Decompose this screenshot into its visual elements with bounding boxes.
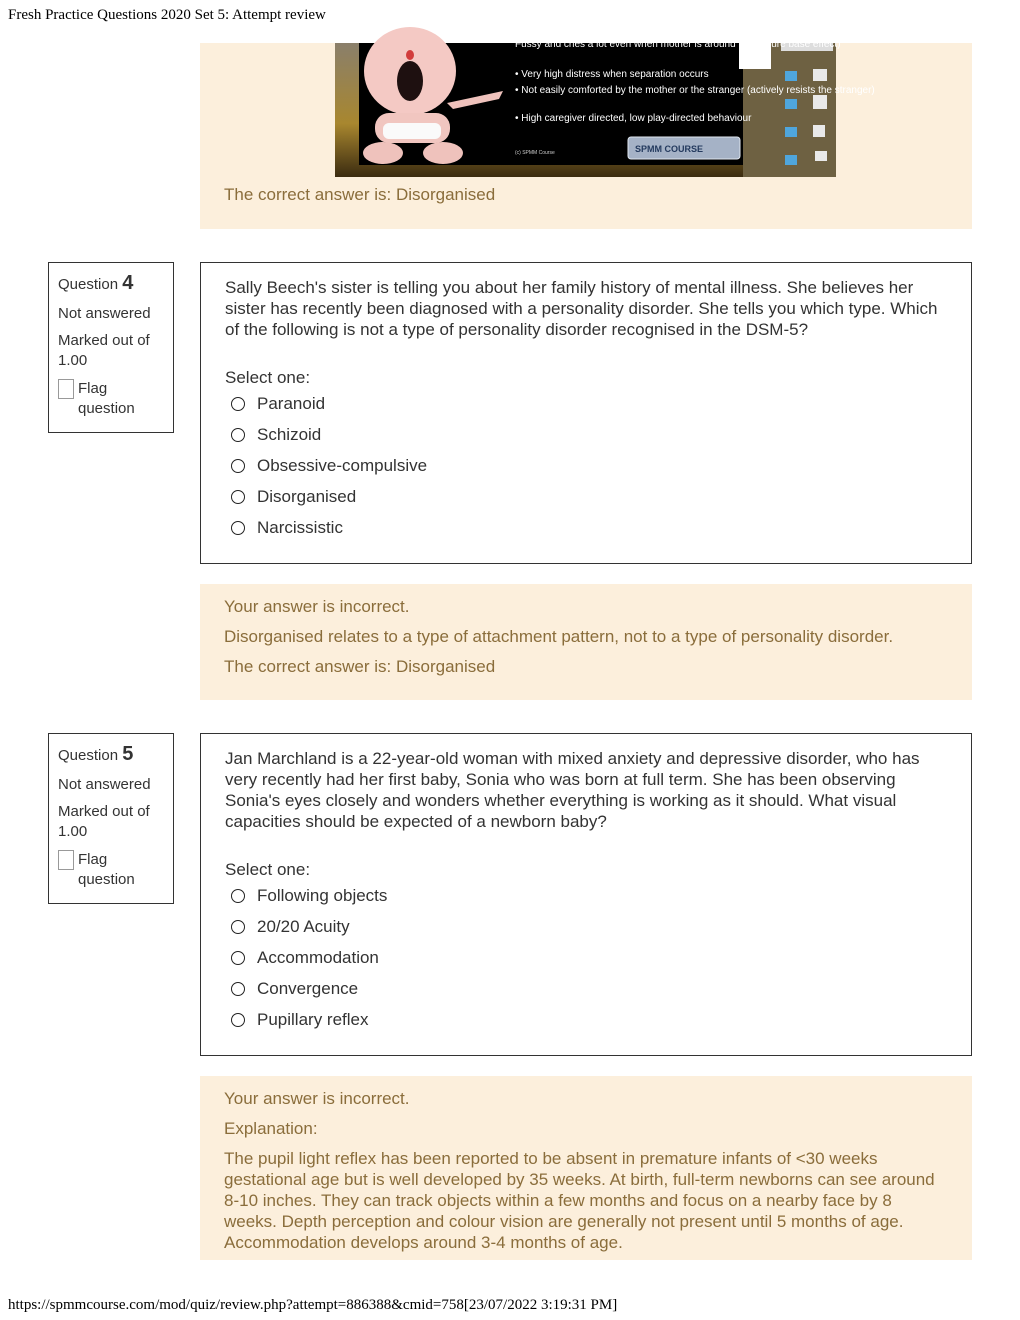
slide-bullet-1: Fussy and cries a lot even when mother is around (no secure base effect) xyxy=(515,39,841,50)
flag-checkbox[interactable] xyxy=(58,850,74,870)
slide-bullet-2: • Very high distress when separation occurs xyxy=(515,69,709,80)
option-label: Disorganised xyxy=(257,486,357,506)
option-label: Narcissistic xyxy=(257,517,343,537)
option-label: Paranoid xyxy=(257,393,326,413)
correct-answer-text: The correct answer is: Disorganised xyxy=(224,657,496,676)
select-one-prompt: Select one: xyxy=(225,860,311,879)
option-label: Accommodation xyxy=(257,947,379,967)
radio-button[interactable] xyxy=(231,889,245,903)
print-header: Fresh Practice Questions 2020 Set 5: Attempt review xyxy=(8,7,326,23)
radio-button[interactable] xyxy=(231,982,245,996)
radio-button[interactable] xyxy=(231,428,245,442)
flag-question-toggle[interactable] xyxy=(58,850,164,890)
answer-option[interactable] xyxy=(225,1004,947,1035)
question-status: Not answered xyxy=(58,305,151,322)
answer-option[interactable] xyxy=(225,419,947,450)
select-one-prompt: Select one: xyxy=(225,368,311,387)
attachment-slide-image xyxy=(335,39,875,177)
flag-label: Flag question xyxy=(78,380,135,417)
result-text: Your answer is incorrect. xyxy=(224,597,410,616)
radio-button[interactable] xyxy=(231,397,245,411)
option-label: Convergence xyxy=(257,978,359,998)
question-marks: Marked out of 1.00 xyxy=(58,332,150,369)
radio-button[interactable] xyxy=(231,459,245,473)
question-content-4 xyxy=(200,262,972,564)
radio-button[interactable] xyxy=(231,490,245,504)
question-number: Question 4 xyxy=(58,272,134,294)
answer-option[interactable] xyxy=(225,973,947,1004)
answer-option[interactable] xyxy=(225,942,947,973)
question-content-5 xyxy=(200,733,972,1056)
answer-option[interactable] xyxy=(225,450,947,481)
slide-bullet-3: • Not easily comforted by the mother or the stranger (actively resists the stranger) xyxy=(515,85,875,96)
flag-label: Flag question xyxy=(78,851,135,888)
option-label: Obsessive-compulsive xyxy=(257,455,428,475)
answer-options xyxy=(225,880,947,1035)
answer-option[interactable] xyxy=(225,388,947,419)
result-text: Your answer is incorrect. xyxy=(224,1089,410,1108)
explanation-heading: Explanation: xyxy=(224,1119,318,1138)
print-footer: https://spmmcourse.com/mod/quiz/review.php?attempt=886388&cmid=758[23/07/2022 3:19:31 PM] xyxy=(8,1297,618,1313)
answer-options xyxy=(225,388,947,543)
slide-bullet-4: • High caregiver directed, low play-directed behaviour xyxy=(515,113,752,124)
question-info-5 xyxy=(48,733,174,904)
answer-option[interactable] xyxy=(225,512,947,543)
radio-button[interactable] xyxy=(231,951,245,965)
answer-option[interactable] xyxy=(225,481,947,512)
flag-checkbox[interactable] xyxy=(58,379,74,399)
general-feedback: Disorganised relates to a type of attachment pattern, not to a type of personality disorder. xyxy=(224,627,894,646)
slide-badge: SPMM COURSE xyxy=(635,144,704,154)
radio-button[interactable] xyxy=(231,920,245,934)
question-info-4 xyxy=(48,262,174,433)
question-text: Jan Marchland is a 22-year-old woman with mixed anxiety and depressive disorder, who has very recently had her first baby, Sonia who was born at full term. She has been observing Sonia's eyes closely and wonders whether everything is working as it should. What visual capacities should be expected of a newborn baby? xyxy=(225,749,920,831)
answer-option[interactable] xyxy=(225,911,947,942)
q5-feedback xyxy=(200,1076,972,1260)
slide-illustration xyxy=(335,39,875,177)
option-label: 20/20 Acuity xyxy=(257,916,350,936)
option-label: Schizoid xyxy=(257,424,322,444)
radio-button[interactable] xyxy=(231,1013,245,1027)
question-text: Sally Beech's sister is telling you about her family history of mental illness. She believes her sister has recently been diagnosed with a personality disorder. She tells you which type. Which of the following is not a type of personality disorder recognised in the DSM-5? xyxy=(225,278,938,339)
correct-answer-text: The correct answer is: Disorganised xyxy=(224,185,496,204)
answer-option[interactable] xyxy=(225,880,947,911)
flag-question-toggle[interactable] xyxy=(58,379,164,419)
question-marks: Marked out of 1.00 xyxy=(58,803,150,840)
question-number: Question 5 xyxy=(58,743,134,765)
general-feedback: The pupil light reflex has been reported to be absent in premature infants of <30 weeks gestational age but is well developed by 35 weeks. At birth, full-term newborns can see around 8-10 inches. They can track objects within a few months and focus on a nearby face by 8 weeks. Depth perception and colour vision are generally not present until 5 months of age. Accommodation develops around 3-4 months of age. xyxy=(224,1149,935,1252)
q4-feedback xyxy=(200,584,972,700)
radio-button[interactable] xyxy=(231,521,245,535)
option-label: Following objects xyxy=(257,885,388,905)
slide-copyright: (c) SPMM Course xyxy=(515,150,555,156)
question-status: Not answered xyxy=(58,776,151,793)
option-label: Pupillary reflex xyxy=(257,1009,369,1029)
